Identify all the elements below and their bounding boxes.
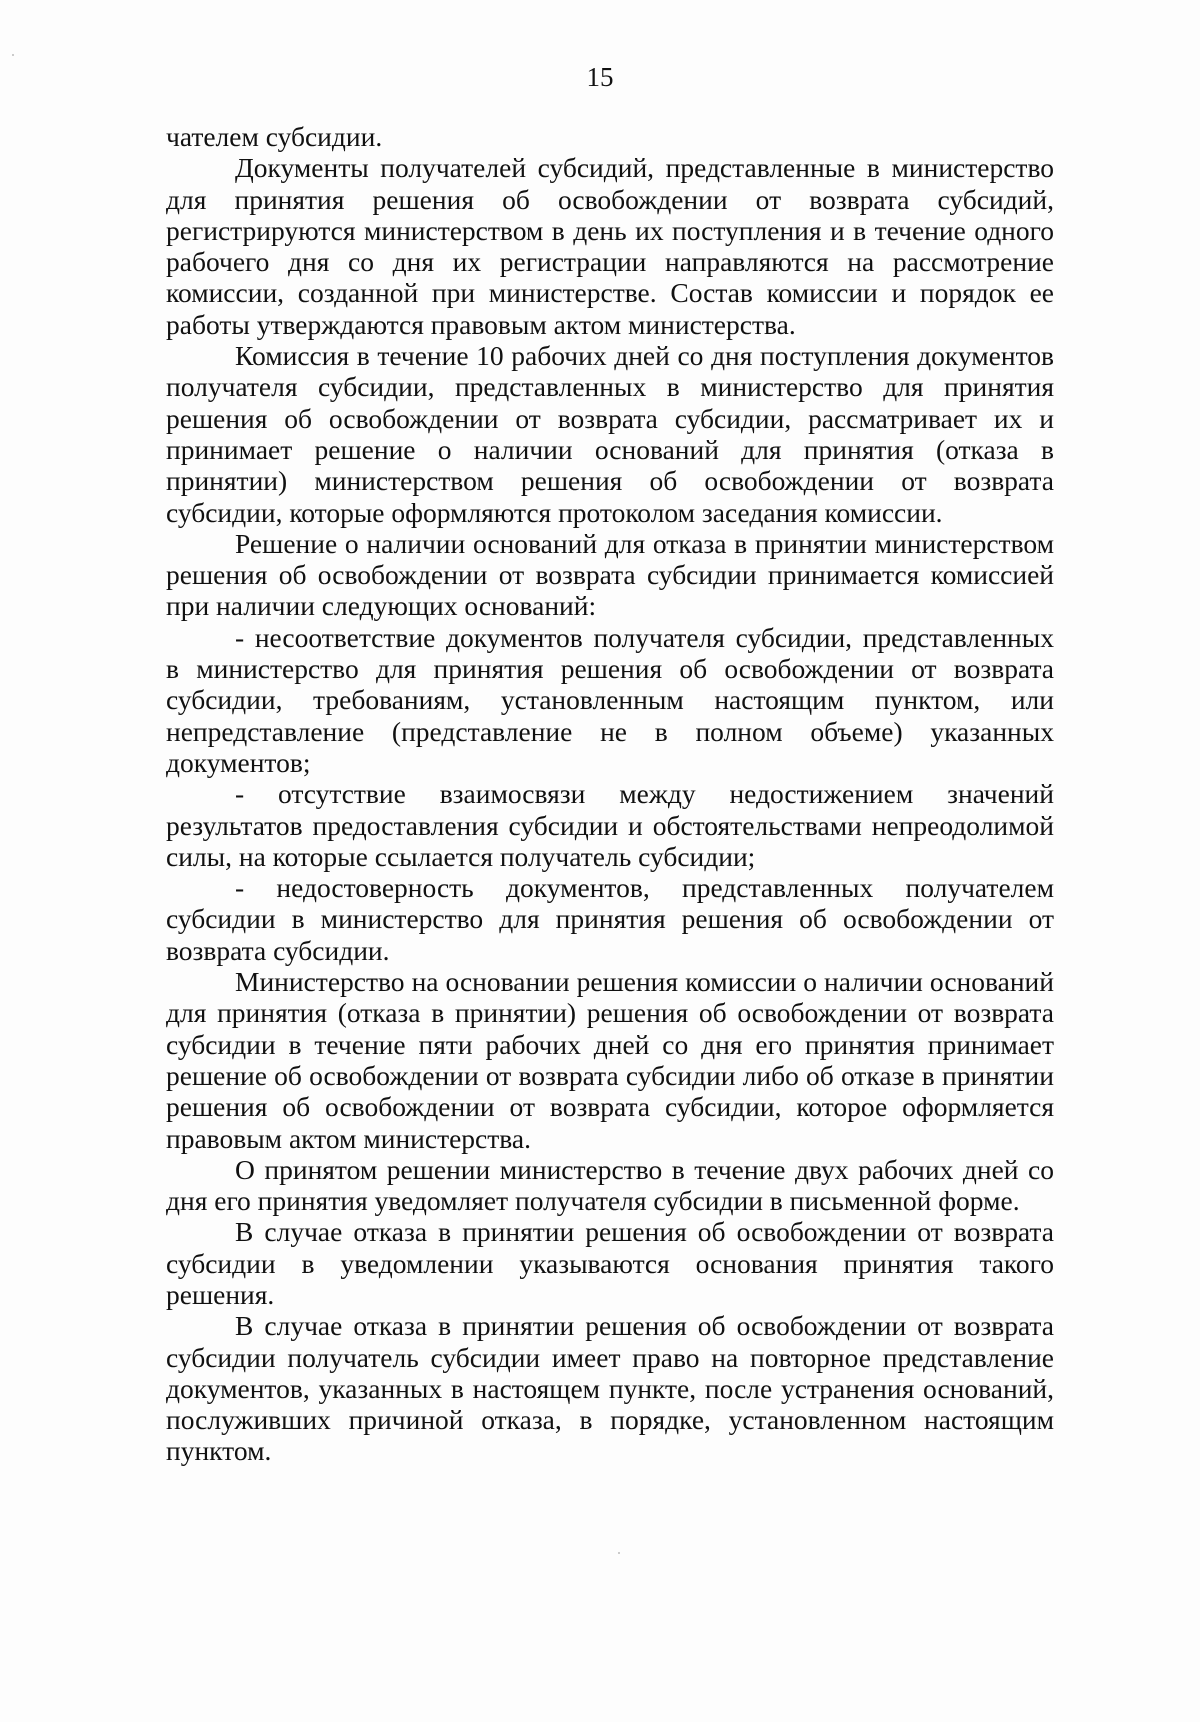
- paragraph-refusal-reasons: В случае отказа в принятии решения об освобождении от возврата субсидии в уведомлении указываются основания принятия такого решения.: [166, 1216, 1054, 1310]
- list-item-noncompliance: - несоответствие документов получателя субсидии, представленных в министерство для принятия решения об освобождении от возврата субсидии, требованиям, установленным настоящим пунктом, или непредставление (представление не в полном объеме) указанных документов;: [166, 621, 1054, 778]
- list-item-unreliable-docs: - недостоверность документов, представленных получателем субсидии в министерство для принятия решения об освобождении от возврата субсидии.: [166, 872, 1054, 966]
- paragraph-refusal-grounds: Решение о наличии оснований для отказа в принятии министерством решения об освобождении от возврата субсидии принимается комиссией при наличии следующих оснований:: [166, 527, 1054, 622]
- paragraph-commission-review: Комиссия в течение 10 рабочих дней со дня поступления документов получателя субсидии, представленных в министерство для принятия решения об освобождении от возврата субсидии, рассматривает их и принимает решение о наличии оснований для принятия (отказа в принятии) министерством решения об освобождении от возврата субсидии, которые оформляются протоколом заседания комиссии.: [166, 340, 1054, 528]
- paragraph-resubmission: В случае отказа в принятии решения об освобождении от возврата субсидии получатель субсидии имеет право на повторное представление документов, указанных в настоящем пункте, после устранения оснований, послуживших причиной отказа, в порядке, установленном настоящим пунктом.: [166, 1310, 1054, 1467]
- list-item-no-relation: - отсутствие взаимосвязи между недостижением значений результатов предоставления субсидии и обстоятельствами непреодолимой силы, на которые ссылается получатель субсидии;: [166, 778, 1054, 872]
- page-number: 15: [586, 62, 614, 92]
- scan-speck: [12, 54, 14, 56]
- paragraph-registration: Документы получателей субсидий, представленные в министерство для принятия решения об освобождении от возврата субсидий, регистрируются министерством в день их поступления и в течение одного рабочего дня со дня их регистрации направляются на рассмотрение комиссии, созданной при министерстве. Состав комиссии и порядок ее работы утверждаются правовым актом министерства.: [166, 152, 1054, 340]
- paragraph-ministry-decision: Министерство на основании решения комиссии о наличии оснований для принятия (отказа в принятии) решения об освобождении от возврата субсидии в течение пяти рабочих дней со дня его принятия принимает решение об освобождении от возврата субсидии либо об отказе в принятии решения об освобождении от возврата субсидии, которое оформляется правовым актом министерства.: [166, 966, 1054, 1154]
- paragraph-continuation: чателем субсидии.: [166, 121, 383, 152]
- document-body: [166, 121, 1054, 1467]
- scan-speck: [618, 1552, 620, 1554]
- paragraph-notification: О принятом решении министерство в течение двух рабочих дней со дня его принятия уведомляет получателя субсидии в письменной форме.: [166, 1153, 1054, 1217]
